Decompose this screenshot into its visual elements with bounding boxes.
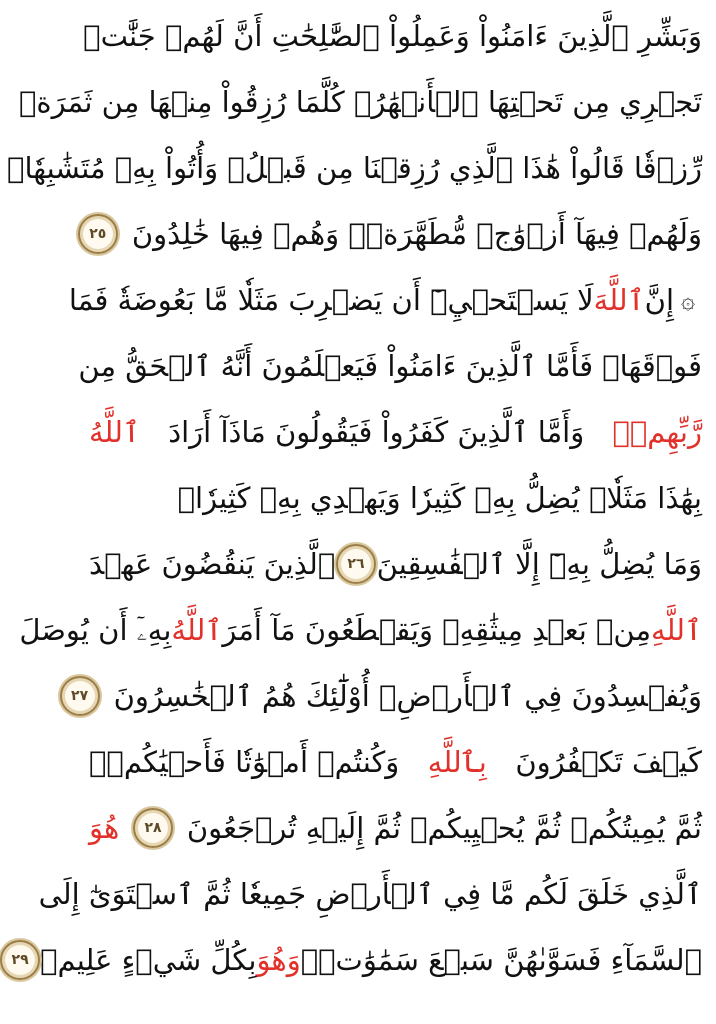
verse-text-segment: وَأَمَّا ٱلَّذِينَ كَفَرُواْ فَيَقُولُونَ مَاذَآ أَرَادَ <box>168 414 585 449</box>
divine-name-text: هُوَ <box>89 810 120 845</box>
text-line-7 <box>89 400 702 464</box>
verse-text-segment: إِنَّ <box>644 282 674 317</box>
verse-text-segment: بِكُلِّ شَيۡءٍ عَلِيمٞ <box>40 942 257 977</box>
verse-text-segment: ٱلَّذِي خَلَقَ لَكُم مَّا فِي ٱلۡأَرۡضِ جَمِيعٗا ثُمَّ ٱسۡتَوَىٰٓ إِلَى <box>38 876 702 911</box>
verse-text-segment: فَوۡقَهَاۚ فَأَمَّا ٱلَّذِينَ ءَامَنُواْ فَيَعۡلَمُونَ أَنَّهُ ٱلۡحَقُّ مِن <box>78 348 702 383</box>
quran-text-lines <box>7 0 702 1024</box>
divine-name-text: ٱللَّهَ <box>593 282 645 317</box>
verse-text-segment: وَيُفۡسِدُونَ فِي ٱلۡأَرۡضِۚ أُوْلَٰٓئِكَ هُمُ ٱلۡخَٰسِرُونَ <box>113 678 702 713</box>
divine-name-text: رَّبِّهِمۡۖ <box>612 414 702 449</box>
text-line-2 <box>19 70 702 134</box>
text-line-13 <box>89 796 702 860</box>
verse-text-segment: تَجۡرِي مِن تَحۡتِهَا ٱلۡأَنۡهَٰرُۖ كُلَّمَا رُزِقُواْ مِنۡهَا مِن ثَمَرَةٖ <box>19 84 702 119</box>
verse-text-segment: ٱلسَّمَآءِ فَسَوَّىٰهُنَّ سَبۡعَ سَمَٰوَٰتٖۚ <box>300 942 702 977</box>
text-line-15 <box>11 928 702 992</box>
verse-text-segment: ثُمَّ يُمِيتُكُمۡ ثُمَّ يُحۡيِيكُمۡ ثُمَّ إِلَيۡهِ تُرۡجَعُونَ <box>186 810 702 845</box>
text-line-3 <box>7 136 702 200</box>
divine-name-text: ٱللَّهُ <box>89 414 140 449</box>
verse-text-segment: بِهَٰذَا مَثَلٗاۘ يُضِلُّ بِهِۦ كَثِيرٗا وَيَهۡدِي بِهِۦ كَثِيرٗاۚ <box>177 480 702 515</box>
verse-text-segment: ٱلَّذِينَ يَنقُضُونَ عَهۡدَ <box>89 546 336 581</box>
divine-name-text: وَهُوَ <box>256 942 301 977</box>
text-line-6 <box>78 334 702 398</box>
verse-text-segment: رِّزۡقٗا قَالُواْ هَٰذَا ٱلَّذِي رُزِقۡنَا مِن قَبۡلُۖ وَأُتُواْ بِهِۦ مُتَشَٰبِهٗاۖ <box>7 150 702 185</box>
verse-text-segment: وَبَشِّرِ ٱلَّذِينَ ءَامَنُواْ وَعَمِلُواْ ٱلصَّٰلِحَٰتِ أَنَّ لَهُمۡ جَنَّٰتٖ <box>83 18 702 53</box>
text-line-11 <box>71 664 702 728</box>
text-line-8 <box>89 466 702 530</box>
text-line-10 <box>19 598 702 662</box>
divine-name-text: ٱللَّهُ <box>171 612 223 647</box>
verse-number-marker: ٢٧ <box>60 676 100 716</box>
verse-text-segment: بِهِۦٓ أَن يُوصَلَ <box>19 612 172 647</box>
verse-number-marker: ٢٥ <box>78 214 118 254</box>
verse-text-segment: وَلَهُمۡ فِيهَآ أَزۡوَٰجٞ مُّطَهَّرَةٞۖ وَهُمۡ فِيهَا خَٰلِدُونَ <box>131 216 702 251</box>
verse-text-segment: مِنۢ بَعۡدِ مِيثَٰقِهِۦ وَيَقۡطَعُونَ مَآ أَمَرَ <box>222 612 652 647</box>
verse-number-marker: ٢٦ <box>336 544 376 584</box>
divine-name-text: بِٱللَّهِ <box>427 744 487 779</box>
text-line-14 <box>38 862 702 926</box>
verse-text-segment: لَا يَسۡتَحۡيِۦٓ أَن يَضۡرِبَ مَثَلٗا مَّا بَعُوضَةٗ فَمَا <box>68 282 594 317</box>
text-line-12 <box>89 730 702 794</box>
divine-name-text: ٱللَّهِ <box>651 612 702 647</box>
rub-el-hizb-icon: ۞ <box>680 286 696 314</box>
text-line-4 <box>89 202 702 266</box>
verse-number-marker: ٢٩ <box>0 940 40 980</box>
verse-text-segment: كَيۡفَ تَكۡفُرُونَ <box>515 744 702 779</box>
verse-text-segment: وَمَا يُضِلُّ بِهِۦٓ إِلَّا ٱلۡفَٰسِقِينَ <box>376 546 702 581</box>
text-line-5 <box>68 268 702 332</box>
quran-page <box>7 0 716 1024</box>
verse-text-segment: وَكُنتُمۡ أَمۡوَٰتٗا فَأَحۡيَٰكُمۡۖ <box>89 744 400 779</box>
text-line-9 <box>89 532 702 596</box>
text-line-1 <box>83 4 702 68</box>
verse-number-marker: ٢٨ <box>133 808 173 848</box>
